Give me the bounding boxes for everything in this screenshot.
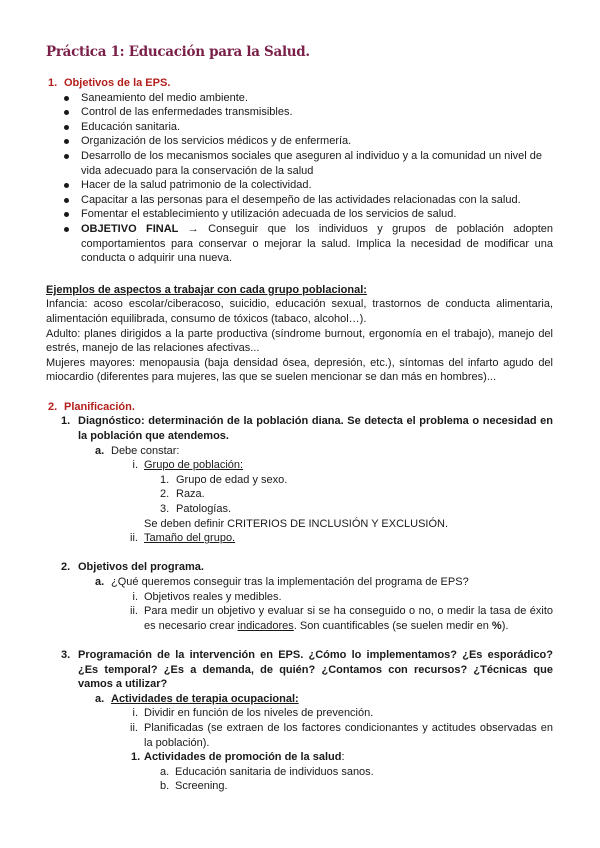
promotion-list bbox=[46, 765, 553, 794]
list-item bbox=[46, 91, 553, 106]
examples-block bbox=[46, 283, 553, 385]
bullet-icon bbox=[46, 149, 81, 164]
text-segment: . Son cuantificables (se suelen medir en bbox=[293, 619, 492, 632]
diagnosis-i bbox=[130, 458, 553, 473]
item-text: Grupo de edad y sexo. bbox=[176, 473, 288, 486]
item-number: ii. bbox=[130, 532, 138, 545]
item-number: ii. bbox=[130, 605, 138, 618]
item-number: 2. bbox=[160, 488, 170, 501]
objectives-i bbox=[130, 590, 553, 605]
bullet-icon bbox=[46, 91, 81, 106]
objectives-a bbox=[95, 575, 553, 590]
item-text: Planificadas (se extraen de los factores condicionantes y actitudes observadas en la población). bbox=[144, 721, 553, 749]
list-item bbox=[160, 765, 553, 780]
paragraph: Mujeres mayores: menopausia (baja densidad ósea, depresión, etc.), síntomas del infarto agudo del miocardio (diferentes para mujeres, las que se suelen mencionar se dan más en hombres)... bbox=[46, 356, 553, 384]
item-number: a. bbox=[95, 692, 105, 705]
criteria-text: Se deben definir CRITERIOS DE INCLUSIÓN Y EXCLUSIÓN. bbox=[144, 517, 449, 530]
list-item bbox=[46, 193, 553, 208]
item-number: 2. bbox=[61, 561, 71, 574]
item-number: a. bbox=[95, 444, 105, 457]
programming-text: Programación de la intervención en EPS. ¿Cómo lo implementamos? ¿Es esporádico? ¿Es temporal? ¿Es a demanda, de quién? ¿Contamos con recursos? ¿Técnicas que vamos a utilizar? bbox=[78, 648, 553, 691]
final-objective-text: → Conseguir que los individuos y grupos de población adopten comportamientos para conservar o mejorar la salud. Implica la necesidad de modificar una conducta o adquirir una nueva. bbox=[81, 222, 554, 265]
item-text: Capacitar a las personas para el desempeño de las actividades relacionadas con la salud. bbox=[81, 193, 521, 206]
item-number: i. bbox=[132, 707, 138, 720]
objectives-list bbox=[46, 91, 553, 266]
colon: : bbox=[341, 751, 345, 764]
diagnosis-item bbox=[61, 414, 553, 443]
diagnosis-ii bbox=[130, 531, 553, 546]
item-number: ii. bbox=[130, 721, 138, 734]
list-item bbox=[160, 779, 553, 794]
item-text: ¿Qué queremos conseguir tras la implementación del programa de EPS? bbox=[111, 576, 469, 588]
item-text: Control de las enfermedades transmisibles. bbox=[81, 106, 293, 119]
list-item bbox=[46, 149, 553, 178]
item-number: 3. bbox=[61, 648, 71, 661]
diagnosis-a bbox=[95, 444, 553, 459]
item-text: Raza. bbox=[176, 488, 205, 501]
list-item bbox=[160, 473, 553, 488]
diagnosis-text: Diagnóstico: determinación de la población diana. Se detecta el problema o necesidad en la población que atendemos. bbox=[78, 415, 553, 443]
list-item bbox=[46, 105, 553, 120]
final-objective-label: OBJETIVO FINAL bbox=[81, 222, 179, 235]
item-text: Hacer de la salud patrimonio de la colectividad. bbox=[81, 179, 312, 192]
item-number: 1. bbox=[61, 415, 71, 428]
paragraph: Infancia: acoso escolar/ciberacoso, suicidio, educación sexual, trastornos de conducta alimentaria, alimentación equilibrada, consumo de tóxicos (tabaco, alcohol…). bbox=[46, 298, 553, 325]
item-text bbox=[144, 604, 553, 633]
item-number: b. bbox=[160, 780, 170, 793]
bullet-icon bbox=[46, 105, 81, 120]
bullet-icon bbox=[46, 120, 81, 135]
page-title: Práctica 1: Educación para la Salud. bbox=[46, 44, 310, 60]
bullet-icon bbox=[46, 193, 81, 208]
item-text: Dividir en función de los niveles de prevención. bbox=[144, 707, 374, 720]
section-number: 2. bbox=[48, 400, 58, 413]
item-number: 3. bbox=[160, 503, 170, 516]
item-text bbox=[81, 222, 553, 266]
list-item bbox=[160, 487, 553, 502]
item-text: Educación sanitaria de individuos sanos. bbox=[175, 765, 374, 778]
item-number: 1. bbox=[160, 473, 170, 486]
item-text: Actividades de promoción de la salud bbox=[144, 751, 342, 764]
item-text: Debe constar: bbox=[111, 444, 180, 457]
section-2-heading bbox=[48, 400, 553, 415]
indicadores-term: indicadores bbox=[237, 619, 294, 632]
item-number: i. bbox=[132, 459, 138, 472]
examples-heading: Ejemplos de aspectos a trabajar con cada grupo poblacional: bbox=[46, 283, 367, 296]
item-text: Desarrollo de los mecanismos sociales que aseguren al individuo y a la comunidad un nivel de vida adecuado para la conservación de la salud bbox=[81, 149, 543, 177]
item-text: Fomentar el establecimiento y utilización adecuada de los servicios de salud. bbox=[81, 208, 457, 221]
item-text: Objetivos del programa. bbox=[78, 561, 204, 574]
item-text: Screening. bbox=[175, 780, 228, 793]
objectives-ii bbox=[130, 604, 553, 633]
list-item bbox=[46, 134, 553, 149]
item-text: Patologías. bbox=[176, 503, 232, 516]
programming-item bbox=[61, 648, 553, 692]
programming-a bbox=[95, 692, 553, 707]
section-number: 1. bbox=[48, 77, 58, 89]
bullet-icon bbox=[46, 178, 81, 193]
item-number: a. bbox=[160, 765, 170, 778]
item-text: Saneamiento del medio ambiente. bbox=[81, 91, 248, 104]
programming-i bbox=[130, 706, 553, 721]
programming-ii bbox=[130, 721, 553, 750]
list-item bbox=[46, 222, 553, 266]
section-1-heading bbox=[48, 76, 553, 91]
item-text: Educación sanitaria. bbox=[81, 120, 181, 133]
item-number: 1. bbox=[131, 751, 141, 764]
list-item bbox=[46, 207, 553, 222]
item-text: Tamaño del grupo. bbox=[144, 532, 236, 545]
list-item bbox=[46, 178, 553, 193]
percent-sign: % bbox=[491, 619, 502, 632]
promotion-item bbox=[131, 750, 553, 765]
item-number: i. bbox=[132, 590, 138, 603]
list-item bbox=[46, 120, 553, 135]
bullet-icon bbox=[46, 207, 81, 222]
list-item bbox=[160, 502, 553, 517]
text-segment: ). bbox=[501, 619, 509, 632]
text-segment: Para medir un objetivo y evaluar si se ha conseguido o no, o medir la tasa de éxito es necesario crear bbox=[144, 605, 553, 632]
bullet-icon bbox=[46, 222, 81, 237]
item-text: Grupo de población: bbox=[144, 459, 244, 472]
item-number: a. bbox=[95, 576, 105, 588]
paragraph: Adulto: planes dirigidos a la parte productiva (síndrome burnout, ergonomía en el trabajo), manejo del estrés, manejo de las relaciones afectivas... bbox=[46, 327, 553, 355]
item-text: Organización de los servicios médicos y de enfermería. bbox=[81, 135, 352, 148]
item-text: Actividades de terapia ocupacional: bbox=[111, 692, 299, 705]
section-title: Objetivos de la EPS. bbox=[64, 77, 171, 89]
objectives-item bbox=[61, 560, 553, 575]
item-text: Objetivos reales y medibles. bbox=[144, 590, 282, 603]
population-list bbox=[46, 473, 553, 517]
bullet-icon bbox=[46, 134, 81, 149]
section-title: Planificación. bbox=[64, 400, 135, 413]
